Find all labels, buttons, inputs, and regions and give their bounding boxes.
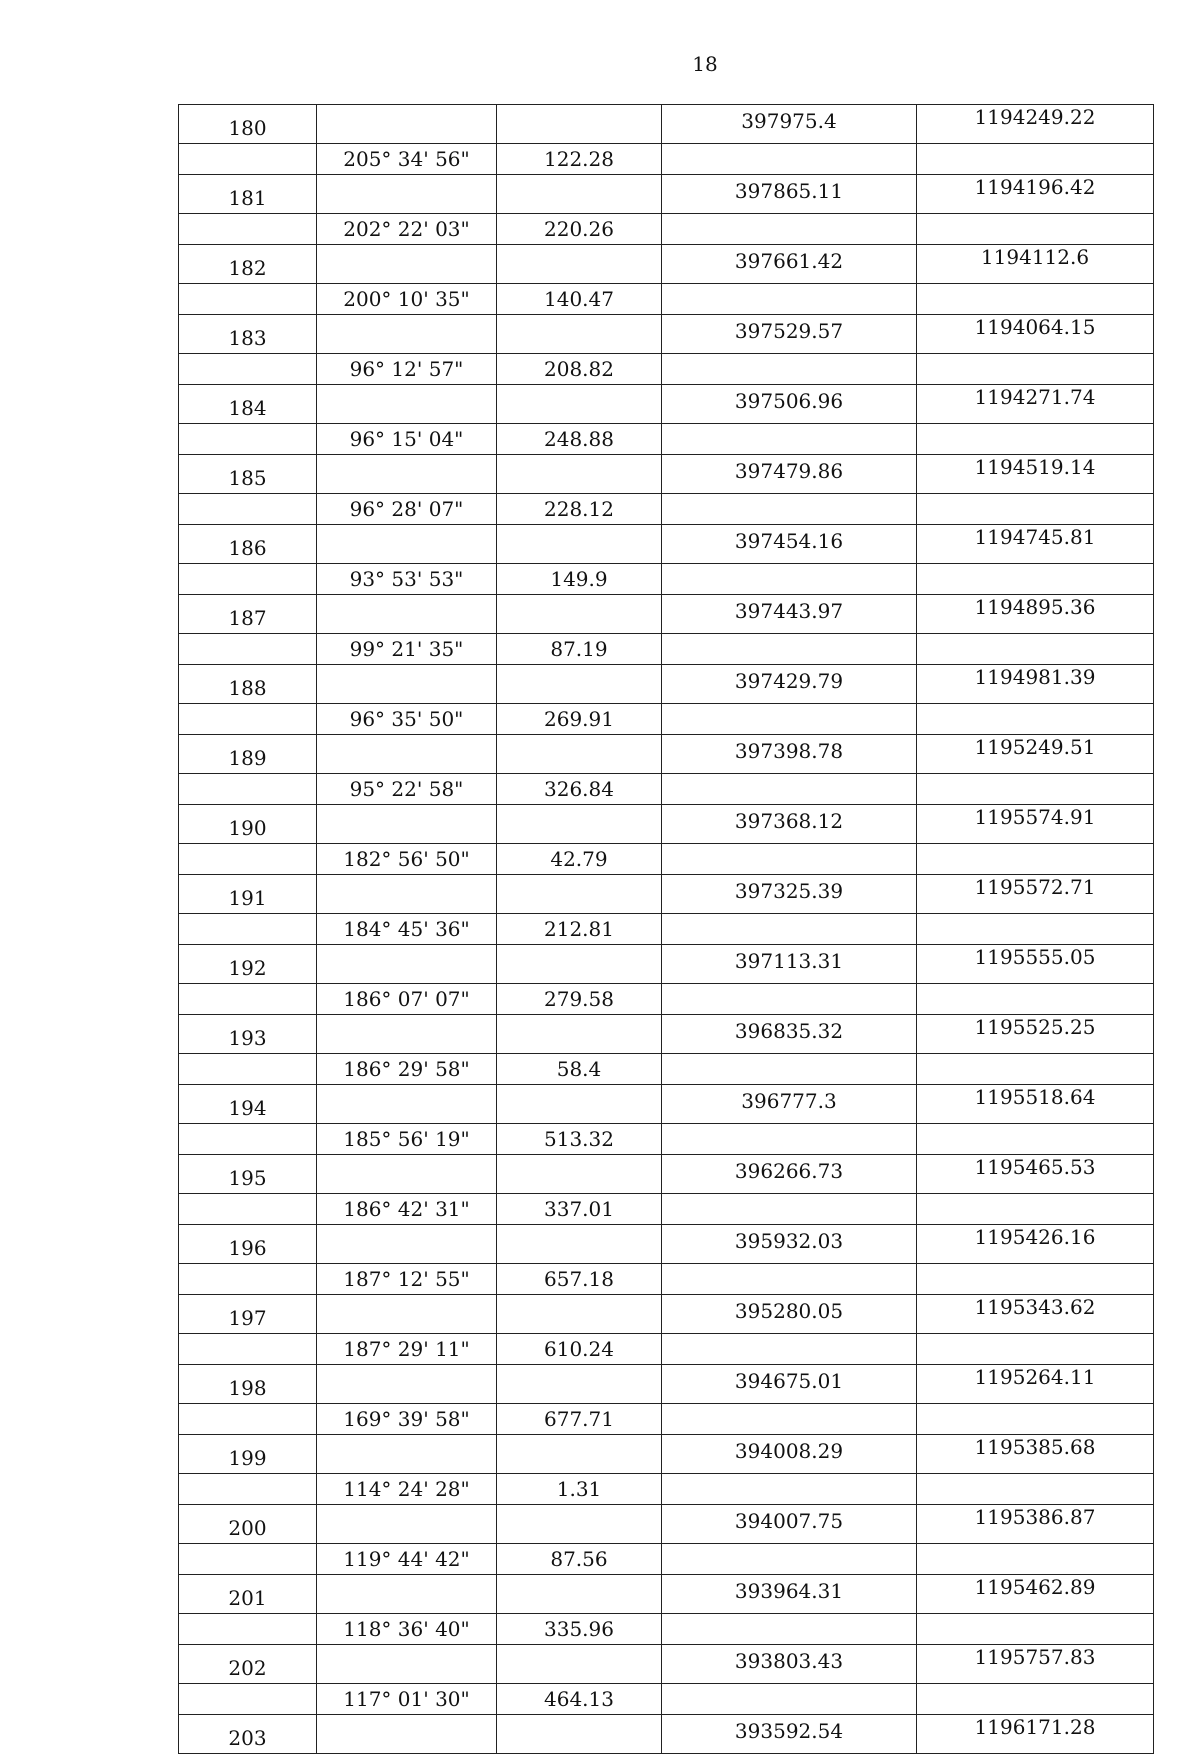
empty-cell xyxy=(497,245,662,284)
point-row xyxy=(179,735,1154,774)
empty-cell xyxy=(917,844,1154,875)
empty-cell xyxy=(497,665,662,704)
point-row xyxy=(179,1365,1154,1404)
distance-cell: 58.4 xyxy=(497,1054,662,1085)
empty-cell xyxy=(662,284,917,315)
empty-cell xyxy=(917,1544,1154,1575)
x-coordinate-cell: 397454.16 xyxy=(662,525,917,564)
empty-cell xyxy=(317,875,497,914)
distance-cell: 140.47 xyxy=(497,284,662,315)
point-row xyxy=(179,1435,1154,1474)
empty-cell xyxy=(497,875,662,914)
empty-cell xyxy=(179,1334,317,1365)
empty-cell xyxy=(317,455,497,494)
distance-cell: 513.32 xyxy=(497,1124,662,1155)
empty-cell xyxy=(662,1124,917,1155)
point-row xyxy=(179,1155,1154,1194)
empty-cell xyxy=(662,984,917,1015)
empty-cell xyxy=(662,144,917,175)
empty-cell xyxy=(917,214,1154,245)
empty-cell xyxy=(497,735,662,774)
bearing-angle-cell: 182° 56' 50" xyxy=(317,844,497,875)
x-coordinate-cell: 393964.31 xyxy=(662,1575,917,1614)
empty-cell xyxy=(179,1054,317,1085)
point-row xyxy=(179,945,1154,984)
bearing-angle-cell: 184° 45' 36" xyxy=(317,914,497,945)
empty-cell xyxy=(917,1194,1154,1225)
x-coordinate-cell: 397429.79 xyxy=(662,665,917,704)
y-coordinate-cell: 1195465.53 xyxy=(917,1155,1154,1194)
segment-row xyxy=(179,564,1154,595)
y-coordinate-cell: 1194519.14 xyxy=(917,455,1154,494)
empty-cell xyxy=(317,1645,497,1684)
empty-cell xyxy=(917,704,1154,735)
x-coordinate-cell: 394675.01 xyxy=(662,1365,917,1404)
empty-cell xyxy=(662,1684,917,1715)
empty-cell xyxy=(662,424,917,455)
empty-cell xyxy=(917,1614,1154,1645)
point-id-cell: 188 xyxy=(179,665,317,704)
empty-cell xyxy=(662,1194,917,1225)
distance-cell: 220.26 xyxy=(497,214,662,245)
point-row xyxy=(179,105,1154,144)
empty-cell xyxy=(917,354,1154,385)
point-id-cell: 185 xyxy=(179,455,317,494)
empty-cell xyxy=(497,1155,662,1194)
empty-cell xyxy=(497,1225,662,1264)
y-coordinate-cell: 1194249.22 xyxy=(917,105,1154,144)
x-coordinate-cell: 397529.57 xyxy=(662,315,917,354)
y-coordinate-cell: 1195426.16 xyxy=(917,1225,1154,1264)
y-coordinate-cell: 1194064.15 xyxy=(917,315,1154,354)
segment-row xyxy=(179,634,1154,665)
x-coordinate-cell: 395280.05 xyxy=(662,1295,917,1334)
empty-cell xyxy=(497,455,662,494)
point-id-cell: 189 xyxy=(179,735,317,774)
x-coordinate-cell: 396835.32 xyxy=(662,1015,917,1054)
distance-cell: 657.18 xyxy=(497,1264,662,1295)
point-id-cell: 191 xyxy=(179,875,317,914)
bearing-angle-cell: 96° 12' 57" xyxy=(317,354,497,385)
point-row xyxy=(179,595,1154,634)
bearing-angle-cell: 119° 44' 42" xyxy=(317,1544,497,1575)
bearing-angle-cell: 118° 36' 40" xyxy=(317,1614,497,1645)
bearing-angle-cell: 93° 53' 53" xyxy=(317,564,497,595)
x-coordinate-cell: 394007.75 xyxy=(662,1505,917,1544)
empty-cell xyxy=(179,1474,317,1505)
bearing-angle-cell: 96° 15' 04" xyxy=(317,424,497,455)
x-coordinate-cell: 397975.4 xyxy=(662,105,917,144)
point-row xyxy=(179,385,1154,424)
empty-cell xyxy=(662,1614,917,1645)
empty-cell xyxy=(917,494,1154,525)
point-id-cell: 193 xyxy=(179,1015,317,1054)
empty-cell xyxy=(662,1544,917,1575)
empty-cell xyxy=(317,945,497,984)
empty-cell xyxy=(317,1505,497,1544)
x-coordinate-cell: 397113.31 xyxy=(662,945,917,984)
empty-cell xyxy=(317,1435,497,1474)
y-coordinate-cell: 1195386.87 xyxy=(917,1505,1154,1544)
point-row xyxy=(179,455,1154,494)
empty-cell xyxy=(317,1295,497,1334)
point-id-cell: 180 xyxy=(179,105,317,144)
x-coordinate-cell: 397506.96 xyxy=(662,385,917,424)
x-coordinate-cell: 397479.86 xyxy=(662,455,917,494)
coordinates-table-wrapper xyxy=(178,104,1153,1754)
y-coordinate-cell: 1194271.74 xyxy=(917,385,1154,424)
segment-row xyxy=(179,1054,1154,1085)
point-id-cell: 183 xyxy=(179,315,317,354)
x-coordinate-cell: 397443.97 xyxy=(662,595,917,634)
empty-cell xyxy=(497,1505,662,1544)
segment-row xyxy=(179,214,1154,245)
point-row xyxy=(179,665,1154,704)
empty-cell xyxy=(317,1085,497,1124)
empty-cell xyxy=(317,385,497,424)
coordinates-table-body xyxy=(179,105,1154,1754)
bearing-angle-cell: 96° 28' 07" xyxy=(317,494,497,525)
x-coordinate-cell: 394008.29 xyxy=(662,1435,917,1474)
point-id-cell: 195 xyxy=(179,1155,317,1194)
bearing-angle-cell: 117° 01' 30" xyxy=(317,1684,497,1715)
point-id-cell: 194 xyxy=(179,1085,317,1124)
empty-cell xyxy=(662,1474,917,1505)
empty-cell xyxy=(497,595,662,634)
segment-row xyxy=(179,704,1154,735)
point-row xyxy=(179,805,1154,844)
point-id-cell: 203 xyxy=(179,1715,317,1754)
empty-cell xyxy=(179,284,317,315)
distance-cell: 42.79 xyxy=(497,844,662,875)
empty-cell xyxy=(662,354,917,385)
empty-cell xyxy=(662,634,917,665)
empty-cell xyxy=(317,525,497,564)
segment-row xyxy=(179,1474,1154,1505)
empty-cell xyxy=(497,1365,662,1404)
bearing-angle-cell: 186° 07' 07" xyxy=(317,984,497,1015)
empty-cell xyxy=(179,144,317,175)
empty-cell xyxy=(497,1085,662,1124)
empty-cell xyxy=(917,1684,1154,1715)
empty-cell xyxy=(917,984,1154,1015)
distance-cell: 208.82 xyxy=(497,354,662,385)
empty-cell xyxy=(179,424,317,455)
y-coordinate-cell: 1194981.39 xyxy=(917,665,1154,704)
segment-row xyxy=(179,844,1154,875)
empty-cell xyxy=(179,214,317,245)
empty-cell xyxy=(179,1124,317,1155)
empty-cell xyxy=(497,1645,662,1684)
empty-cell xyxy=(917,774,1154,805)
empty-cell xyxy=(497,1575,662,1614)
empty-cell xyxy=(497,385,662,424)
point-row xyxy=(179,875,1154,914)
segment-row xyxy=(179,984,1154,1015)
bearing-angle-cell: 185° 56' 19" xyxy=(317,1124,497,1155)
point-row xyxy=(179,1225,1154,1264)
x-coordinate-cell: 393592.54 xyxy=(662,1715,917,1754)
segment-row xyxy=(179,1264,1154,1295)
empty-cell xyxy=(317,1225,497,1264)
empty-cell xyxy=(317,245,497,284)
empty-cell xyxy=(179,354,317,385)
bearing-angle-cell: 169° 39' 58" xyxy=(317,1404,497,1435)
point-row xyxy=(179,175,1154,214)
empty-cell xyxy=(917,144,1154,175)
empty-cell xyxy=(179,1684,317,1715)
empty-cell xyxy=(317,595,497,634)
empty-cell xyxy=(917,1264,1154,1295)
segment-row xyxy=(179,1194,1154,1225)
point-row xyxy=(179,525,1154,564)
bearing-angle-cell: 114° 24' 28" xyxy=(317,1474,497,1505)
distance-cell: 335.96 xyxy=(497,1614,662,1645)
point-id-cell: 192 xyxy=(179,945,317,984)
empty-cell xyxy=(662,704,917,735)
distance-cell: 87.56 xyxy=(497,1544,662,1575)
empty-cell xyxy=(179,1194,317,1225)
segment-row xyxy=(179,1684,1154,1715)
point-id-cell: 202 xyxy=(179,1645,317,1684)
y-coordinate-cell: 1195343.62 xyxy=(917,1295,1154,1334)
empty-cell xyxy=(662,1334,917,1365)
distance-cell: 1.31 xyxy=(497,1474,662,1505)
x-coordinate-cell: 395932.03 xyxy=(662,1225,917,1264)
segment-row xyxy=(179,1544,1154,1575)
bearing-angle-cell: 99° 21' 35" xyxy=(317,634,497,665)
distance-cell: 326.84 xyxy=(497,774,662,805)
segment-row xyxy=(179,1614,1154,1645)
empty-cell xyxy=(317,175,497,214)
empty-cell xyxy=(662,844,917,875)
bearing-angle-cell: 202° 22' 03" xyxy=(317,214,497,245)
empty-cell xyxy=(317,315,497,354)
empty-cell xyxy=(497,1295,662,1334)
x-coordinate-cell: 393803.43 xyxy=(662,1645,917,1684)
empty-cell xyxy=(317,805,497,844)
y-coordinate-cell: 1194112.6 xyxy=(917,245,1154,284)
empty-cell xyxy=(917,1124,1154,1155)
empty-cell xyxy=(317,1155,497,1194)
point-row xyxy=(179,1295,1154,1334)
empty-cell xyxy=(317,105,497,144)
point-id-cell: 187 xyxy=(179,595,317,634)
y-coordinate-cell: 1195518.64 xyxy=(917,1085,1154,1124)
coordinates-table xyxy=(178,104,1154,1754)
bearing-angle-cell: 186° 42' 31" xyxy=(317,1194,497,1225)
empty-cell xyxy=(662,1404,917,1435)
empty-cell xyxy=(917,914,1154,945)
empty-cell xyxy=(917,424,1154,455)
segment-row xyxy=(179,1334,1154,1365)
distance-cell: 279.58 xyxy=(497,984,662,1015)
distance-cell: 337.01 xyxy=(497,1194,662,1225)
empty-cell xyxy=(497,175,662,214)
x-coordinate-cell: 397865.11 xyxy=(662,175,917,214)
segment-row xyxy=(179,144,1154,175)
empty-cell xyxy=(917,564,1154,595)
point-row xyxy=(179,1715,1154,1754)
y-coordinate-cell: 1195757.83 xyxy=(917,1645,1154,1684)
y-coordinate-cell: 1195264.11 xyxy=(917,1365,1154,1404)
empty-cell xyxy=(917,1404,1154,1435)
segment-row xyxy=(179,914,1154,945)
x-coordinate-cell: 397325.39 xyxy=(662,875,917,914)
point-id-cell: 186 xyxy=(179,525,317,564)
x-coordinate-cell: 396266.73 xyxy=(662,1155,917,1194)
empty-cell xyxy=(179,494,317,525)
point-row xyxy=(179,1505,1154,1544)
distance-cell: 610.24 xyxy=(497,1334,662,1365)
empty-cell xyxy=(317,1575,497,1614)
empty-cell xyxy=(662,774,917,805)
empty-cell xyxy=(497,1435,662,1474)
y-coordinate-cell: 1195525.25 xyxy=(917,1015,1154,1054)
empty-cell xyxy=(497,1715,662,1754)
empty-cell xyxy=(917,634,1154,665)
y-coordinate-cell: 1195574.91 xyxy=(917,805,1154,844)
point-id-cell: 196 xyxy=(179,1225,317,1264)
empty-cell xyxy=(497,315,662,354)
empty-cell xyxy=(662,214,917,245)
distance-cell: 87.19 xyxy=(497,634,662,665)
segment-row xyxy=(179,1404,1154,1435)
empty-cell xyxy=(179,1544,317,1575)
empty-cell xyxy=(179,774,317,805)
point-id-cell: 199 xyxy=(179,1435,317,1474)
y-coordinate-cell: 1195572.71 xyxy=(917,875,1154,914)
empty-cell xyxy=(317,735,497,774)
x-coordinate-cell: 397398.78 xyxy=(662,735,917,774)
point-row xyxy=(179,315,1154,354)
bearing-angle-cell: 187° 29' 11" xyxy=(317,1334,497,1365)
empty-cell xyxy=(179,564,317,595)
distance-cell: 248.88 xyxy=(497,424,662,455)
y-coordinate-cell: 1195555.05 xyxy=(917,945,1154,984)
point-id-cell: 182 xyxy=(179,245,317,284)
empty-cell xyxy=(179,984,317,1015)
empty-cell xyxy=(917,284,1154,315)
bearing-angle-cell: 95° 22' 58" xyxy=(317,774,497,805)
empty-cell xyxy=(662,494,917,525)
empty-cell xyxy=(917,1474,1154,1505)
segment-row xyxy=(179,354,1154,385)
y-coordinate-cell: 1195249.51 xyxy=(917,735,1154,774)
empty-cell xyxy=(179,704,317,735)
bearing-angle-cell: 187° 12' 55" xyxy=(317,1264,497,1295)
point-id-cell: 200 xyxy=(179,1505,317,1544)
empty-cell xyxy=(917,1054,1154,1085)
empty-cell xyxy=(662,1054,917,1085)
empty-cell xyxy=(179,844,317,875)
distance-cell: 122.28 xyxy=(497,144,662,175)
bearing-angle-cell: 200° 10' 35" xyxy=(317,284,497,315)
y-coordinate-cell: 1194895.36 xyxy=(917,595,1154,634)
empty-cell xyxy=(179,1404,317,1435)
point-id-cell: 198 xyxy=(179,1365,317,1404)
segment-row xyxy=(179,1124,1154,1155)
empty-cell xyxy=(497,945,662,984)
x-coordinate-cell: 397368.12 xyxy=(662,805,917,844)
y-coordinate-cell: 1195462.89 xyxy=(917,1575,1154,1614)
empty-cell xyxy=(179,634,317,665)
bearing-angle-cell: 186° 29' 58" xyxy=(317,1054,497,1085)
distance-cell: 149.9 xyxy=(497,564,662,595)
point-id-cell: 197 xyxy=(179,1295,317,1334)
empty-cell xyxy=(497,1015,662,1054)
bearing-angle-cell: 205° 34' 56" xyxy=(317,144,497,175)
empty-cell xyxy=(317,1715,497,1754)
y-coordinate-cell: 1195385.68 xyxy=(917,1435,1154,1474)
segment-row xyxy=(179,774,1154,805)
empty-cell xyxy=(662,914,917,945)
point-row xyxy=(179,1575,1154,1614)
bearing-angle-cell: 96° 35' 50" xyxy=(317,704,497,735)
y-coordinate-cell: 1196171.28 xyxy=(917,1715,1154,1754)
point-row xyxy=(179,1015,1154,1054)
empty-cell xyxy=(497,805,662,844)
empty-cell xyxy=(179,914,317,945)
segment-row xyxy=(179,494,1154,525)
point-row xyxy=(179,1085,1154,1124)
x-coordinate-cell: 397661.42 xyxy=(662,245,917,284)
y-coordinate-cell: 1194196.42 xyxy=(917,175,1154,214)
empty-cell xyxy=(317,1015,497,1054)
point-id-cell: 201 xyxy=(179,1575,317,1614)
point-row xyxy=(179,1645,1154,1684)
point-id-cell: 190 xyxy=(179,805,317,844)
empty-cell xyxy=(317,1365,497,1404)
empty-cell xyxy=(179,1264,317,1295)
point-row xyxy=(179,245,1154,284)
empty-cell xyxy=(497,105,662,144)
empty-cell xyxy=(317,665,497,704)
x-coordinate-cell: 396777.3 xyxy=(662,1085,917,1124)
distance-cell: 464.13 xyxy=(497,1684,662,1715)
distance-cell: 228.12 xyxy=(497,494,662,525)
distance-cell: 269.91 xyxy=(497,704,662,735)
empty-cell xyxy=(497,525,662,564)
segment-row xyxy=(179,424,1154,455)
empty-cell xyxy=(917,1334,1154,1365)
empty-cell xyxy=(662,564,917,595)
empty-cell xyxy=(662,1264,917,1295)
empty-cell xyxy=(179,1614,317,1645)
page-number: 18 xyxy=(692,52,718,76)
distance-cell: 212.81 xyxy=(497,914,662,945)
point-id-cell: 184 xyxy=(179,385,317,424)
y-coordinate-cell: 1194745.81 xyxy=(917,525,1154,564)
segment-row xyxy=(179,284,1154,315)
distance-cell: 677.71 xyxy=(497,1404,662,1435)
point-id-cell: 181 xyxy=(179,175,317,214)
